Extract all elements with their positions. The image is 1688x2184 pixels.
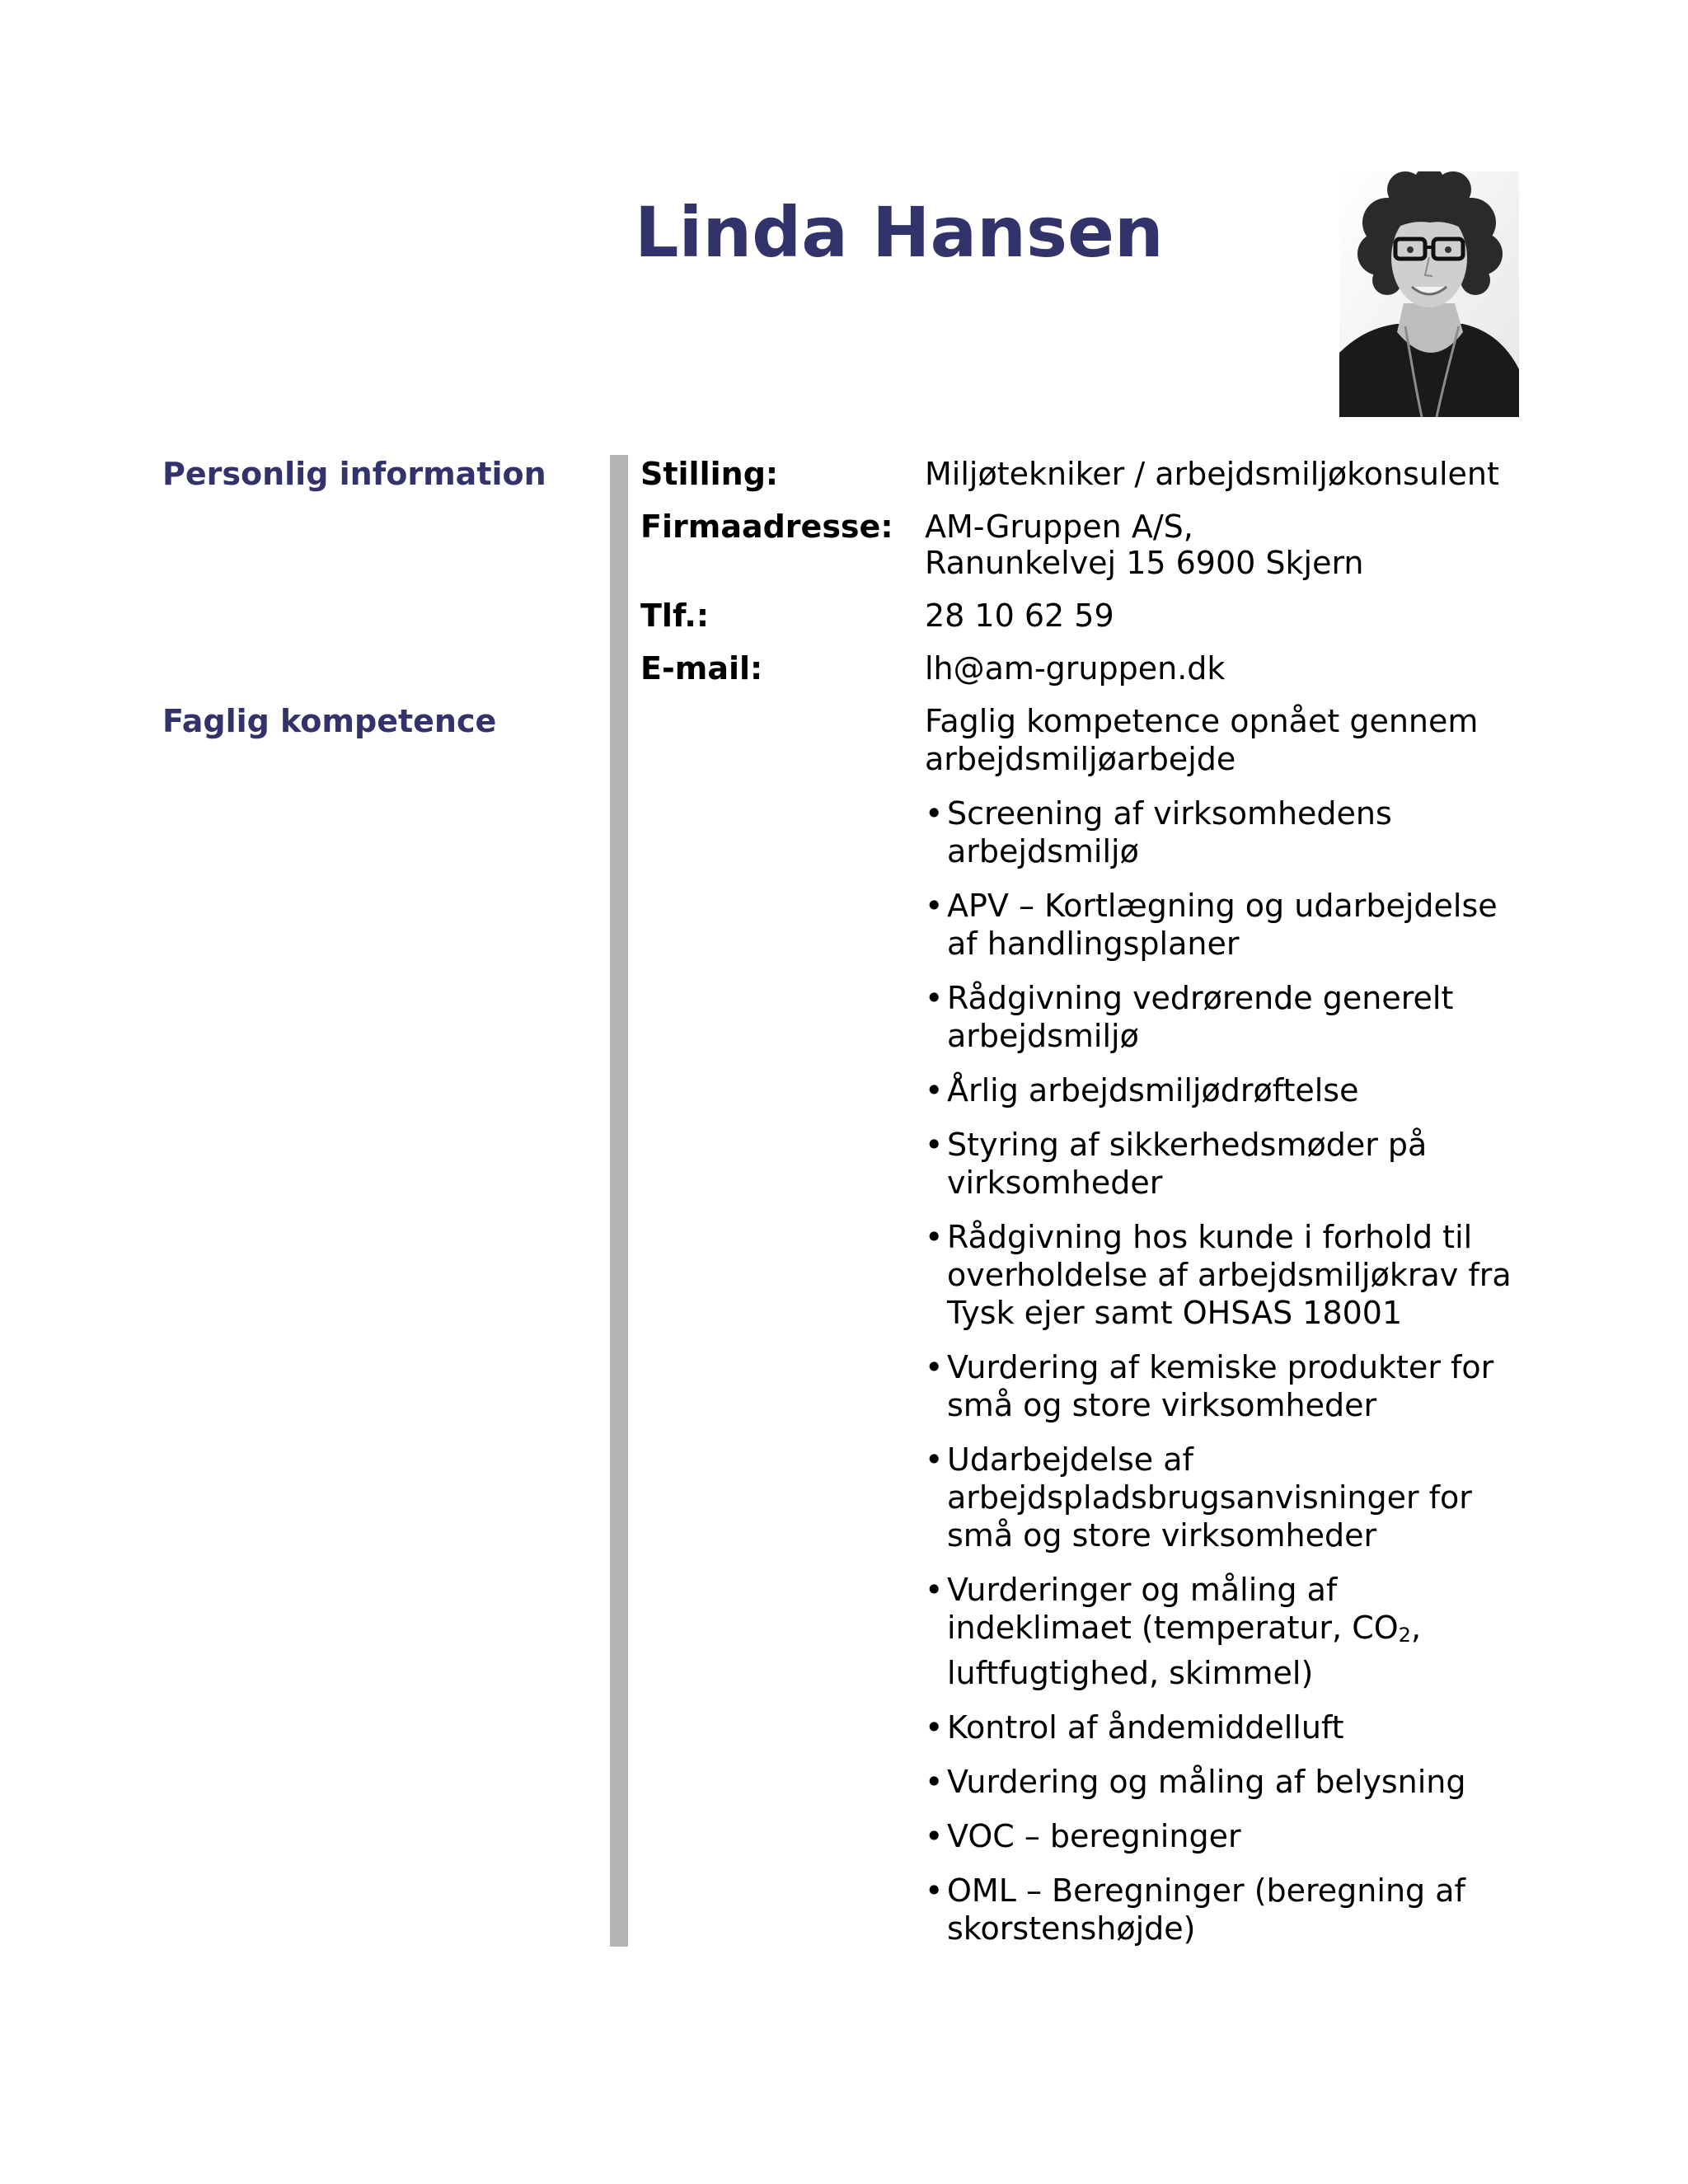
list-item: • Vurdering og måling af belysning bbox=[925, 1763, 1526, 1801]
list-item: • Rådgivning vedrørende generelt arbejdsmiljø bbox=[925, 979, 1526, 1055]
field-label-stilling: Stilling: bbox=[640, 456, 779, 492]
list-item: • Vurderinger og måling af indeklimaet (temperatur, CO2, luftfugtighed, skimmel) bbox=[925, 1571, 1526, 1692]
list-item: • APV – Kortlægning og udarbejdelse af handlingsplaner bbox=[925, 887, 1526, 963]
field-label-email: E-mail: bbox=[640, 650, 763, 687]
field-label-firmaadresse: Firmaadresse: bbox=[640, 509, 893, 545]
list-item: • Årlig arbejdsmiljødrøftelse bbox=[925, 1071, 1526, 1109]
vertical-divider bbox=[610, 455, 628, 1947]
list-item: • Styring af sikkerhedsmøder på virksomheder bbox=[925, 1126, 1526, 1202]
field-value-stilling: Miljøtekniker / arbejdsmiljøkonsulent bbox=[925, 456, 1499, 492]
list-item: • Udarbejdelse af arbejdspladsbrugsanvisninger for små og store virksomheder bbox=[925, 1441, 1526, 1554]
field-value-firmaadresse-line1: AM-Gruppen A/S, bbox=[925, 509, 1193, 545]
section-label-personal-information: Personlig information bbox=[162, 456, 546, 492]
field-label-tlf: Tlf.: bbox=[640, 598, 710, 634]
list-item: • OML – Beregninger (beregning af skorstenshøjde) bbox=[925, 1872, 1526, 1947]
faglig-kompetence-content bbox=[925, 702, 1526, 1964]
section-label-faglig-kompetence: Faglig kompetence bbox=[162, 703, 497, 739]
list-item: • Rådgivning hos kunde i forhold til overholdelse af arbejdsmiljøkrav fra Tysk ejer samt OHSAS 18001 bbox=[925, 1218, 1526, 1332]
cv-name-heading: Linda Hansen bbox=[635, 192, 1164, 273]
list-item: • Screening af virksomhedens arbejdsmiljø bbox=[925, 794, 1526, 870]
faglig-intro: Faglig kompetence opnået gennem arbejdsmiljøarbejde bbox=[925, 703, 1479, 777]
list-item: • Kontrol af åndemiddelluft bbox=[925, 1708, 1526, 1746]
list-item: • VOC – beregninger bbox=[925, 1817, 1526, 1855]
field-value-tlf: 28 10 62 59 bbox=[925, 598, 1114, 634]
profile-photo bbox=[1339, 171, 1519, 417]
list-item: • Vurdering af kemiske produkter for små og store virksomheder bbox=[925, 1348, 1526, 1424]
faglig-list bbox=[925, 794, 1526, 1947]
field-value-email: lh@am-gruppen.dk bbox=[925, 650, 1226, 687]
field-value-firmaadresse-line2: Ranunkelvej 15 6900 Skjern bbox=[925, 545, 1364, 581]
